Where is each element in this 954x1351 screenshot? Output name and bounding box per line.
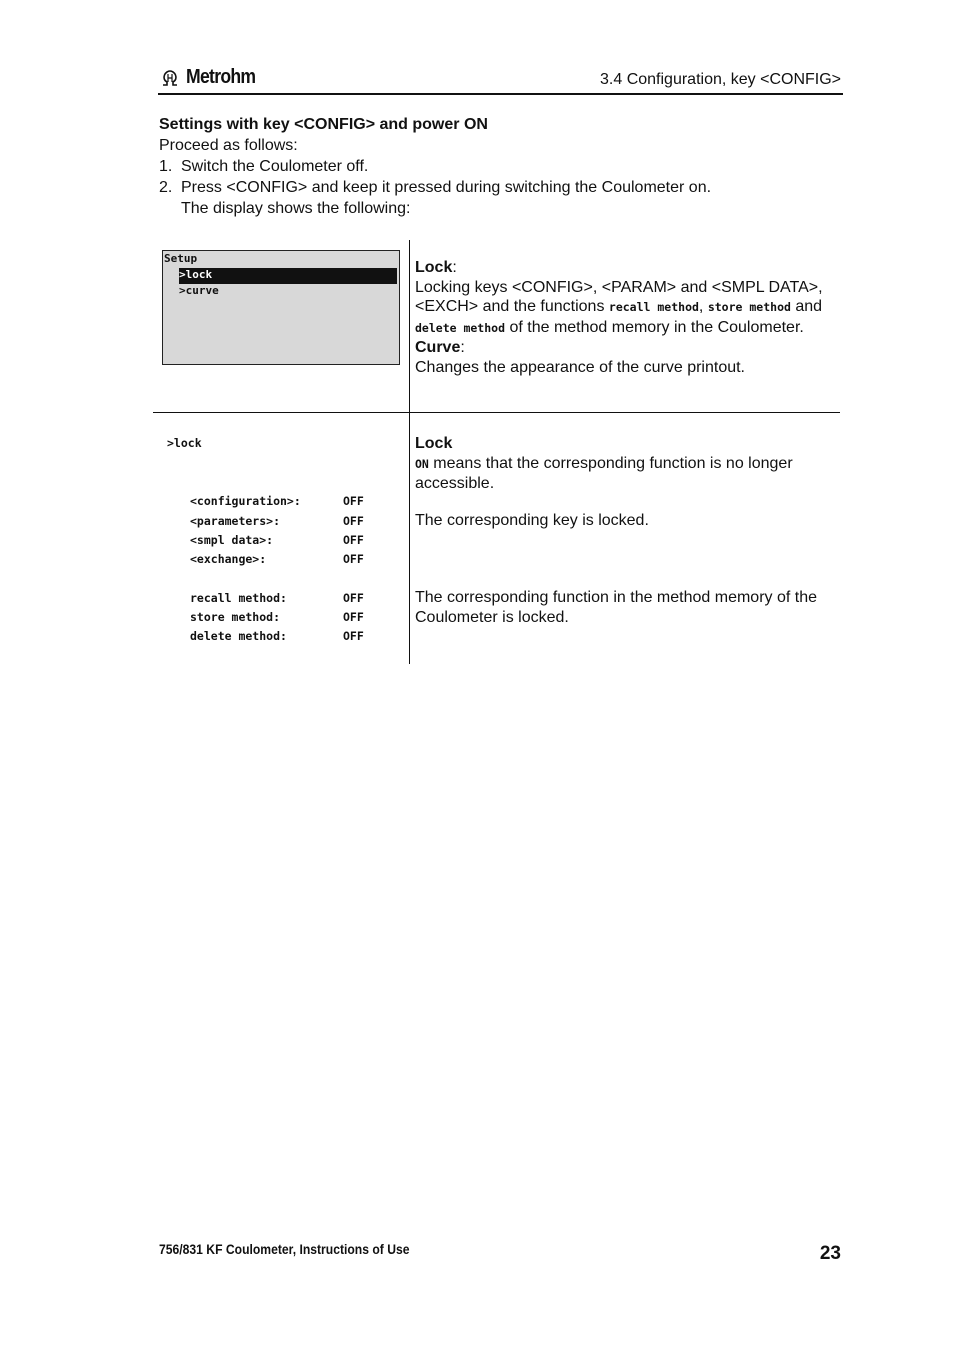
setting-row: <smpl data>: OFF (190, 533, 364, 547)
setting-row: <exchange>: OFF (190, 552, 364, 566)
lock-explanation: Locking keys <CONFIG>, <PARAM> and <SMPL DATA>, <EXCH> and the functions recall method, store method and delete method of the method memory in the Coulometer. (415, 278, 823, 336)
setting-row: delete method: OFF (190, 629, 364, 643)
setup-description (415, 258, 835, 377)
lock-screen-title: >lock (167, 436, 202, 450)
list-item (159, 177, 839, 198)
step-number: 2. (159, 179, 173, 196)
display-item-lock: >lock (179, 268, 213, 281)
row-divider (153, 412, 840, 413)
step-text: Switch the Coulometer off. (181, 158, 369, 175)
step-text: Press <CONFIG> and keep it pressed during switching the Coulometer on. (181, 179, 712, 196)
display-item-curve: >curve (179, 284, 219, 297)
section-title: 3.4 Configuration, key <CONFIG> (600, 71, 841, 88)
curve-term: Curve (415, 339, 461, 356)
steps-list (159, 156, 839, 219)
recall-method-code: recall method (608, 300, 699, 314)
list-item (159, 198, 839, 219)
page-number: 23 (819, 1243, 841, 1264)
display-title: Setup (164, 252, 198, 265)
curve-definition: Curve: (415, 339, 465, 356)
setting-row: <configuration>: OFF (190, 494, 364, 508)
metrohm-omega-icon (160, 68, 180, 88)
column-divider (409, 240, 410, 664)
step-number: 1. (159, 158, 173, 175)
delete-method-code: delete method (415, 320, 506, 335)
intro-lead: Proceed as follows: (159, 137, 298, 154)
keys-locked-text: The corresponding key is locked. (415, 512, 649, 529)
lock-heading: Lock (415, 435, 453, 452)
list-item (159, 156, 839, 177)
footer-manual-title: 756/831 KF Coulometer, Instructions of Use (159, 1242, 410, 1257)
lock-term: Lock (415, 259, 453, 276)
curve-explanation: Changes the appearance of the curve printout. (415, 358, 745, 376)
setting-row: store method: OFF (190, 610, 364, 624)
logo-text: Metrohm (186, 66, 256, 88)
on-explanation: ON means that the corresponding function is no longer accessible. (415, 454, 793, 492)
intro (159, 114, 839, 219)
display-note: The display shows the following: (181, 200, 411, 217)
metrohm-logo (160, 66, 265, 89)
functions-locked-text: The corresponding function in the method memory of the Coulometer is locked. (415, 589, 817, 626)
on-code: ON (415, 456, 429, 471)
header-rule (158, 93, 843, 95)
setting-row: recall method: OFF (190, 591, 364, 605)
setup-display (162, 250, 400, 365)
setting-row: <parameters>: OFF (190, 514, 364, 528)
lock-definition: Lock: (415, 259, 457, 276)
store-method-code: store method (707, 300, 791, 314)
lock-description (415, 434, 835, 494)
section-heading: Settings with key <CONFIG> and power ON (159, 116, 488, 133)
